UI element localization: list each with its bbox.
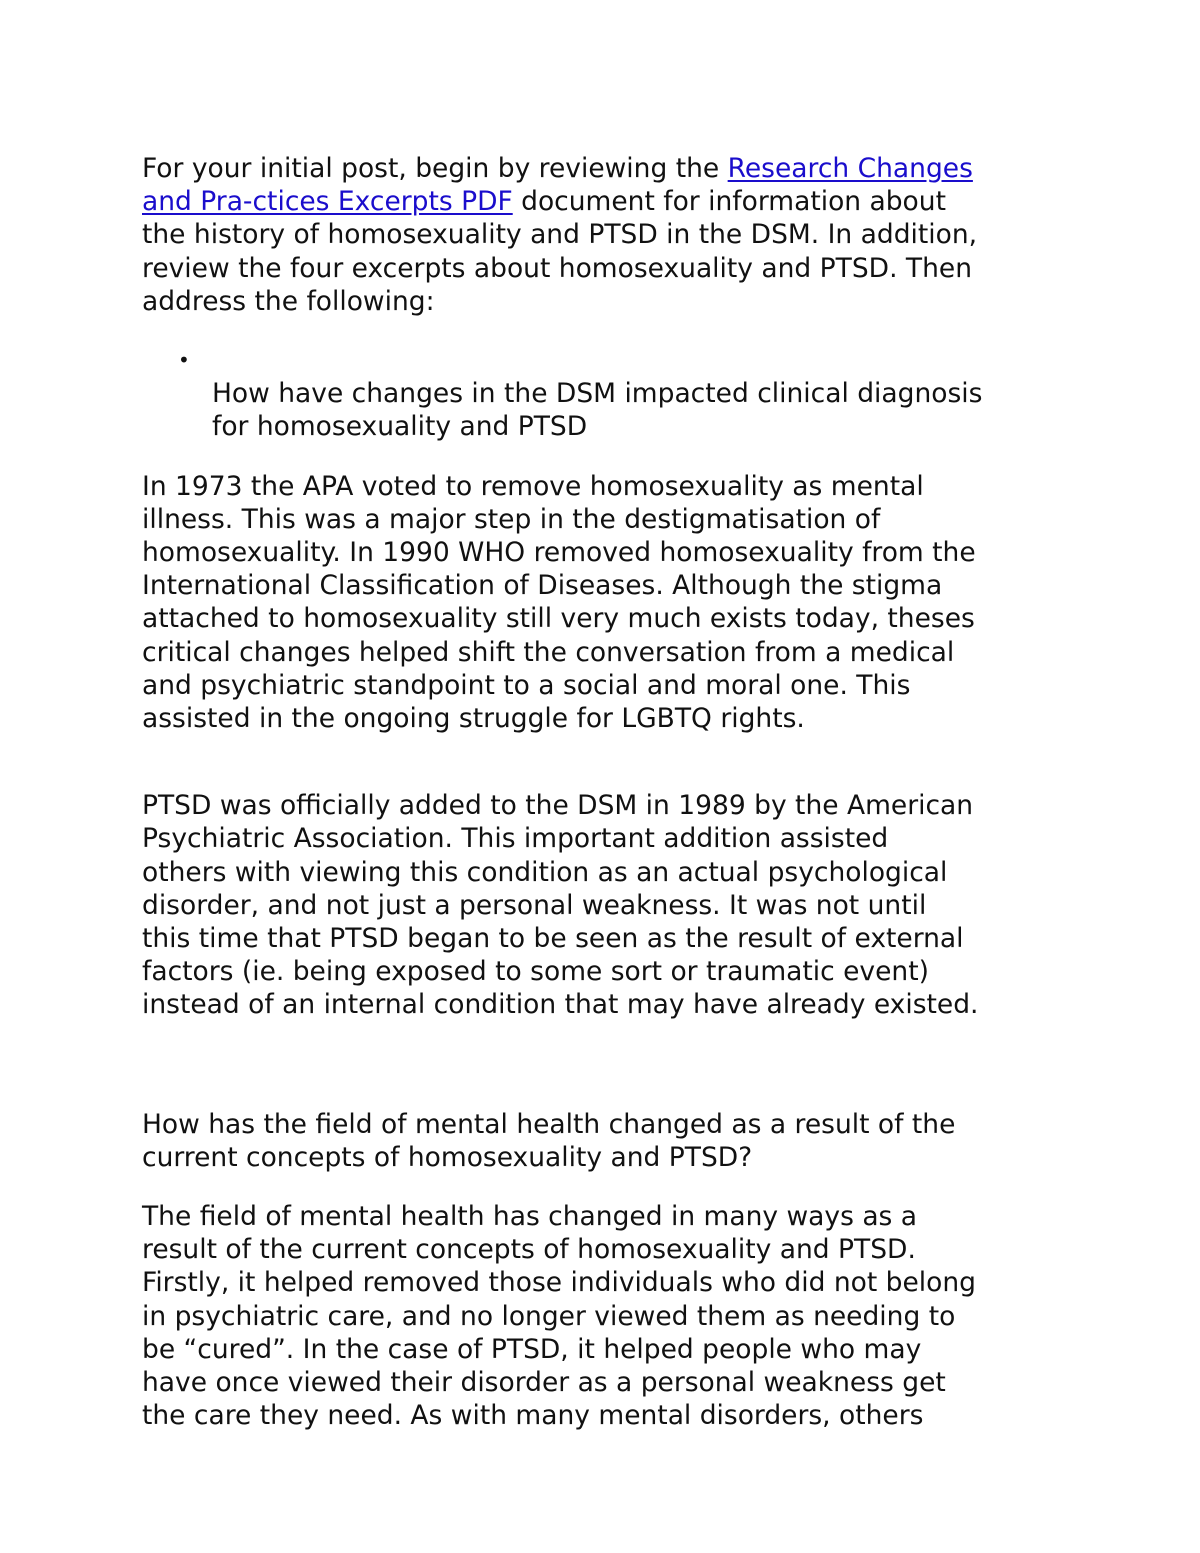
question-1-text: How have changes in the DSM impacted clinical diagnosis for homosexuality and PTSD — [212, 378, 983, 443]
question-list-item — [178, 344, 1062, 444]
answer-2-paragraph: The field of mental health has changed in many ways as a result of the current concepts of homosexuality and PTSD. Firstly, it helped removed those individuals who did not belong in psychiatric care, and no longer viewed them as needing to be “cured”. In the case of PTSD, it helped people who may have once viewed their disorder as a personal weakness get the care they need. As with many mental disorders, others — [142, 1201, 976, 1432]
bullet-icon: • — [178, 348, 190, 373]
document-body — [142, 152, 1062, 1433]
answer-homosexuality-paragraph: In 1973 the APA voted to remove homosexuality as mental illness. This was a major step in the destigmatisation of homosexuality. In 1990 WHO removed homosexuality from the International Classification of Diseases. Although the stigma attached to homosexuality still very much exists today, theses critical changes helped shift the conversation from a medical and psychiatric standpoint to a social and moral one. This assisted in the ongoing struggle for LGBTQ rights. — [142, 470, 976, 735]
answer-ptsd-paragraph: PTSD was officially added to the DSM in 1989 by the American Psychiatric Association. This important addition assisted others with viewing this condition as an actual psychological disorder, and not just a personal weakness. It was not until this time that PTSD began to be seen as the result of external factors (ie. being exposed to some sort or traumatic event) instead of an internal condition that may have already existed. — [142, 790, 979, 1021]
question-list — [142, 344, 1062, 444]
research-changes-pdf-link[interactable]: Research Changes and Pra-ctices Excerpts PDF — [142, 153, 973, 218]
intro-paragraph — [142, 152, 1062, 318]
intro-text-before-link: For your initial post, begin by reviewing the — [142, 153, 728, 184]
intro-text-after-link: document for information about the history of homosexuality and PTSD in the DSM. In addition, review the four excerpts about homosexuality and PTSD. Then address the following: — [142, 186, 978, 317]
question-2-paragraph: How has the field of mental health changed as a result of the current concepts of homosexuality and PTSD? — [142, 1108, 956, 1173]
